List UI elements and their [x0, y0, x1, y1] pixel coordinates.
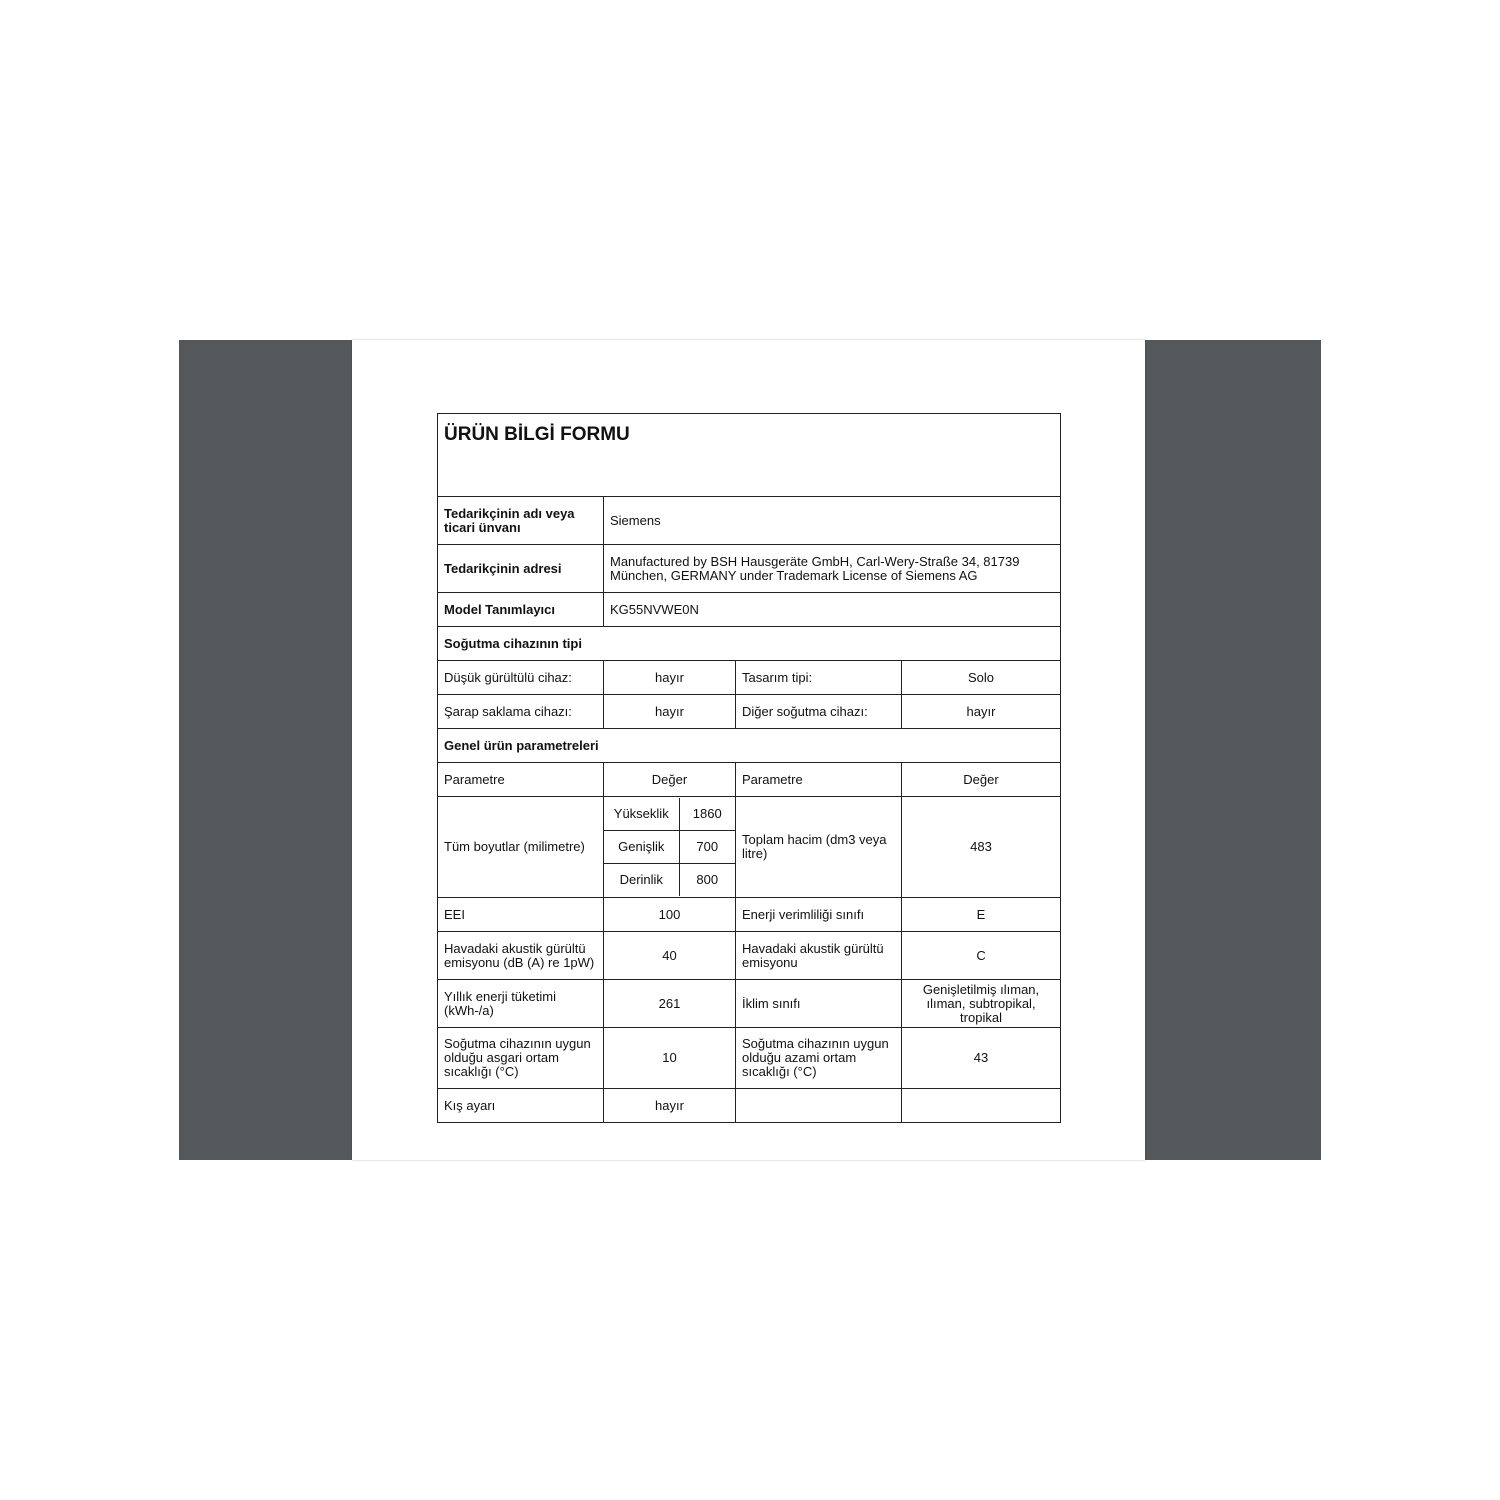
table-row — [438, 932, 1061, 980]
table-row — [438, 695, 1061, 729]
table-row — [438, 1028, 1061, 1089]
climate-class-value: Genişletilmiş ılıman, ılıman, subtropikal, tropikal — [902, 980, 1061, 1028]
product-info-table — [437, 413, 1061, 1123]
min-temp-value: 10 — [604, 1028, 736, 1089]
width-label: Genişlik — [604, 831, 679, 864]
noise-class-label: Havadaki akustik gürültü emisyonu — [736, 932, 902, 980]
empty-cell — [736, 1089, 902, 1123]
max-temp-label: Soğutma cihazının uygun olduğu azami ortam sıcaklığı (°C) — [736, 1028, 902, 1089]
table-row — [438, 661, 1061, 695]
model-label: Model Tanımlayıcı — [438, 593, 604, 627]
section-row — [438, 729, 1061, 763]
column-header-parameter: Parametre — [438, 763, 604, 797]
winter-setting-value: hayır — [604, 1089, 736, 1123]
table-row — [438, 497, 1061, 545]
design-type-value: Solo — [902, 661, 1061, 695]
total-volume-label: Toplam hacim (dm3 veya litre) — [736, 797, 902, 898]
max-temp-value: 43 — [902, 1028, 1061, 1089]
energy-class-label: Enerji verimliliği sınıfı — [736, 898, 902, 932]
model-value: KG55NVWE0N — [604, 593, 1061, 627]
noise-emission-value: 40 — [604, 932, 736, 980]
dimensions-row — [438, 797, 1061, 898]
dimensions-label: Tüm boyutlar (milimetre) — [438, 797, 604, 898]
table-row — [438, 1089, 1061, 1123]
climate-class-label: İklim sınıfı — [736, 980, 902, 1028]
supplier-address-value: Manufactured by BSH Hausgeräte GmbH, Carl-Wery-Straße 34, 81739 München, GERMANY under Trademark License of Siemens AG — [604, 545, 1061, 593]
total-volume-value: 483 — [902, 797, 1061, 898]
noise-emission-label: Havadaki akustik gürültü emisyonu (dB (A) re 1pW) — [438, 932, 604, 980]
table-row — [438, 980, 1061, 1028]
supplier-name-label: Tedarikçinin adı veya ticari ünvanı — [438, 497, 604, 545]
wine-storage-value: hayır — [604, 695, 736, 729]
winter-setting-label: Kış ayarı — [438, 1089, 604, 1123]
form-title: ÜRÜN BİLGİ FORMU — [444, 424, 630, 445]
section-row — [438, 627, 1061, 661]
column-header-value: Değer — [902, 763, 1061, 797]
depth-value: 800 — [696, 872, 719, 887]
width-value: 700 — [679, 831, 735, 864]
low-noise-label: Düşük gürültülü cihaz: — [438, 661, 604, 695]
table-row — [438, 898, 1061, 932]
params-section-heading: Genel ürün parametreleri — [438, 729, 1061, 763]
noise-class-value: C — [902, 932, 1061, 980]
wine-storage-label: Şarap saklama cihazı: — [438, 695, 604, 729]
product-information-sheet — [437, 413, 1060, 1123]
low-noise-value: hayır — [604, 661, 736, 695]
energy-class-value: E — [902, 898, 1061, 932]
column-header-value: Değer — [604, 763, 736, 797]
dimensions-subtable — [604, 798, 735, 896]
supplier-name-value: Siemens — [604, 497, 1061, 545]
header-row — [438, 763, 1061, 797]
depth-label: Derinlik — [604, 864, 679, 897]
other-appliance-label: Diğer soğutma cihazı: — [736, 695, 902, 729]
annual-energy-value: 261 — [604, 980, 736, 1028]
design-type-label: Tasarım tipi: — [736, 661, 902, 695]
type-section-heading: Soğutma cihazının tipi — [438, 627, 1061, 661]
min-temp-label: Soğutma cihazının uygun olduğu asgari ortam sıcaklığı (°C) — [438, 1028, 604, 1089]
title-row — [438, 414, 1061, 497]
empty-cell — [902, 1089, 1061, 1123]
table-row — [438, 593, 1061, 627]
height-value: 1860 — [679, 798, 735, 831]
supplier-address-label: Tedarikçinin adresi — [438, 545, 604, 593]
eei-value: 100 — [604, 898, 736, 932]
height-label: Yükseklik — [604, 798, 679, 831]
eei-label: EEI — [438, 898, 604, 932]
annual-energy-label: Yıllık enerji tüketimi (kWh-/a) — [438, 980, 604, 1028]
other-appliance-value: hayır — [902, 695, 1061, 729]
column-header-parameter: Parametre — [736, 763, 902, 797]
table-row — [438, 545, 1061, 593]
